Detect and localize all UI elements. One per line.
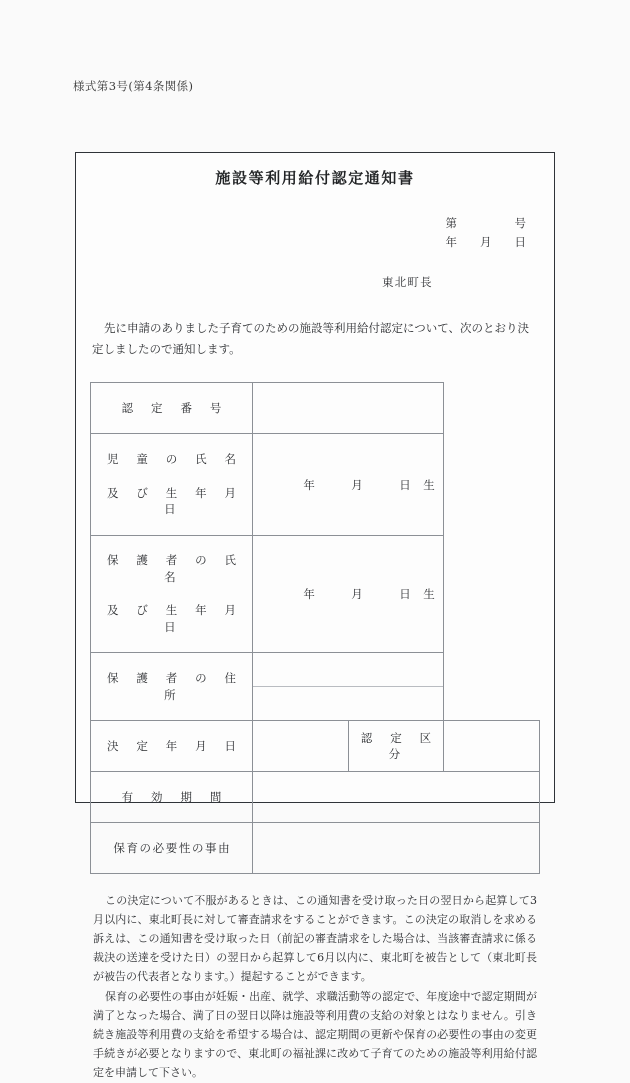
table-row-childcare-reason [91, 822, 540, 873]
value-guardian-name-birth[interactable]: 年 月 日 生 [253, 535, 444, 653]
label-certification-number: 認 定 番 号 [91, 383, 253, 434]
lead-paragraph: 先に申請のありました子育てのための施設等利用給付認定について、次のとおり決定しましたので通知します。 [92, 320, 530, 357]
value-guardian-address[interactable] [253, 653, 444, 721]
label-valid-period: 有 効 期 間 [91, 771, 253, 822]
document-date-line: 年 月 日 [445, 234, 526, 249]
table-row-certification-number [91, 383, 540, 434]
address-line-2[interactable] [253, 687, 443, 710]
document-body [76, 167, 554, 1080]
label-decision-date: 決 定 年 月 日 [91, 720, 253, 771]
label-guardian-address: 保 護 者 の 住 所 [91, 653, 253, 721]
note-appeal: この決定について不服があるときは、この通知書を受け取った日の翌日から起算して3月以内に、東北町長に対して審査請求をすることができます。この決定の取消しを求める訴えは、この通知書を受け取った日（前記の審査請求をした場合は、当該審査請求に係る裁決の送達を受けた日）の翌日から起算して6月以内に、東北町を被告として（東北町長が被告の代表者となります。）提起することができます。 [93, 893, 537, 983]
document-meta [90, 214, 540, 252]
form-number: 様式第3号(第4条関係) [73, 79, 194, 93]
table-row-guardian-address [91, 653, 540, 721]
document-title: 施設等利用給付認定通知書 [215, 169, 415, 187]
label-child-name-birth: 児 童 の 氏 名 及 び 生 年 月 日 [91, 434, 253, 535]
label-certification-category: 認 定 区 分 [348, 720, 444, 771]
table-row-valid-period [91, 771, 540, 822]
value-valid-period[interactable] [253, 771, 540, 822]
document-frame [75, 152, 555, 1080]
address-line-1[interactable] [253, 664, 443, 687]
note-childcare-expiry: 保育の必要性の事由が妊娠・出産、就学、求職活動等の認定で、年度途中で認定期間が満了となった場合、満了日の翌日以降は施設等利用費の支給の対象とはなりません。引き続き施設等利用費の支給を希望する場合は、認定期間の更新や保育の必要性の事由の変更手続きが必要となりますので、東北町の福祉課に改めて子育てのための施設等利用給付認定を申請して下さい。 [93, 990, 537, 1080]
table-row-decision-date [91, 720, 540, 771]
closing-notes [90, 892, 540, 1083]
document-number-line: 第 号 [445, 216, 526, 230]
value-decision-date[interactable] [253, 720, 349, 771]
label-guardian-name-birth: 保 護 者 の 氏 名 及 び 生 年 月 日 [91, 535, 253, 653]
certification-table [90, 382, 540, 873]
label-childcare-reason: 保育の必要性の事由 [91, 822, 253, 873]
value-childcare-reason[interactable] [253, 822, 540, 873]
value-child-name-birth[interactable]: 年 月 日 生 [253, 434, 444, 535]
value-certification-number[interactable] [253, 383, 444, 434]
table-row-guardian-name [91, 535, 540, 653]
value-certification-category[interactable] [444, 720, 540, 771]
table-row-child-name [91, 434, 540, 535]
issuer-name: 東北町長 [382, 274, 433, 289]
